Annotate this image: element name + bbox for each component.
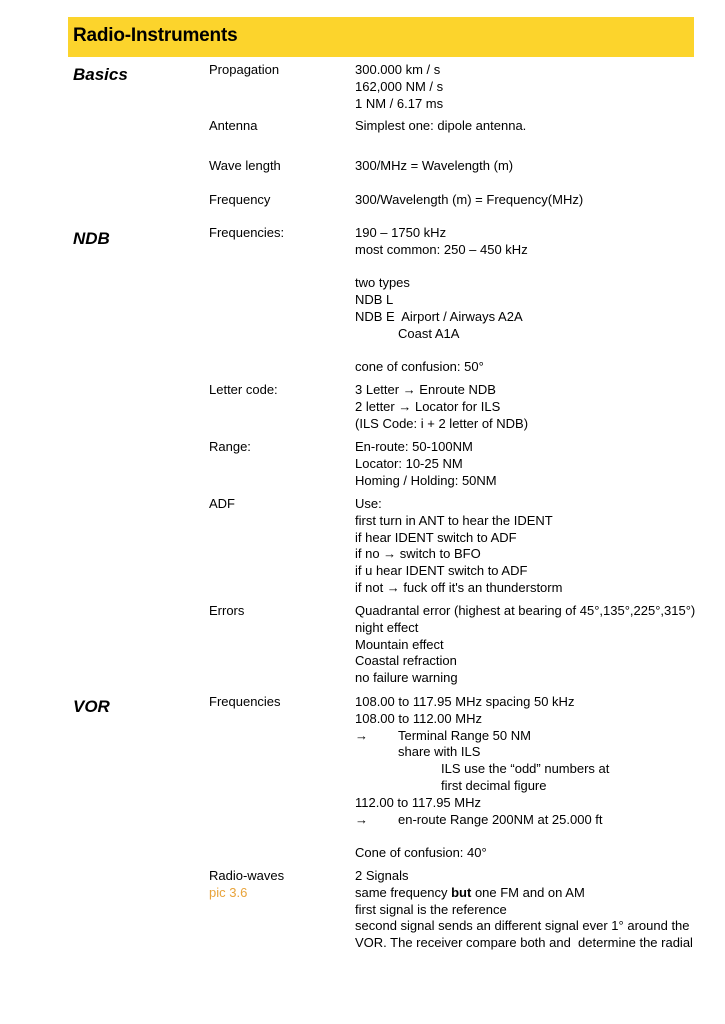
- desc-line: 1 NM / 6.17 ms: [355, 95, 444, 111]
- desc-letter-code: [355, 382, 695, 432]
- desc-line: Use:: [355, 496, 382, 511]
- desc-line: night effect: [355, 619, 419, 635]
- desc-line: Homing / Holding: 50NM: [355, 472, 497, 488]
- term-propagation: Propagation: [209, 62, 280, 77]
- title-banner: [68, 17, 694, 57]
- desc-line: first decimal figure: [441, 777, 547, 793]
- desc-errors: [355, 603, 695, 687]
- desc-line: two types: [355, 275, 410, 291]
- desc-line: 300/Wavelength (m) = Frequency(MHz): [355, 192, 584, 207]
- desc-adf: [355, 496, 695, 597]
- desc-wavelength: [355, 158, 695, 175]
- desc-line: no failure warning: [355, 670, 458, 686]
- term-ndb-frequencies: Frequencies:: [209, 225, 285, 240]
- desc-line: En-route: 50-100NM: [355, 439, 473, 454]
- desc-propagation: [355, 62, 695, 112]
- text-segment: one FM and on AM: [471, 884, 585, 900]
- desc-line: 190 – 1750 kHz: [355, 225, 447, 240]
- desc-line: share with ILS: [398, 744, 481, 760]
- desc-range: [355, 439, 695, 489]
- desc-line: 162,000 NM / s: [355, 78, 444, 94]
- desc-line: Mountain effect: [355, 636, 444, 652]
- picture-reference: pic 3.6: [209, 884, 248, 900]
- desc-line: VOR. The receiver compare both and determine the radial: [355, 935, 693, 951]
- section-vor: VOR: [73, 697, 110, 716]
- desc-line: [355, 728, 695, 745]
- term-antenna: Antenna: [209, 118, 258, 133]
- term-adf: ADF: [209, 496, 235, 511]
- desc-line: [355, 812, 695, 829]
- text-segment: same frequency: [355, 884, 452, 900]
- desc-antenna: [355, 118, 695, 135]
- desc-line: most common: 250 – 450 kHz: [355, 241, 528, 257]
- bold-text: but: [451, 884, 472, 900]
- term-errors: Errors: [209, 603, 245, 618]
- desc-line: 2 letter → Locator for ILS: [355, 398, 501, 414]
- term-vor-frequencies: Frequencies: [209, 694, 281, 709]
- desc-line: 300/MHz = Wavelength (m): [355, 158, 514, 173]
- term-letter-code: Letter code:: [209, 382, 278, 397]
- desc-ndb-frequencies: [355, 225, 695, 376]
- enroute-range: en-route Range 200NM at 25.000 ft: [398, 811, 603, 827]
- desc-line: [355, 885, 695, 902]
- desc-line: first turn in ANT to hear the IDENT: [355, 512, 553, 528]
- desc-radio-waves: [355, 868, 695, 952]
- page-title: Radio-Instruments: [73, 25, 238, 46]
- desc-frequency: [355, 192, 695, 209]
- section-ndb: NDB: [73, 229, 110, 248]
- desc-line: [355, 828, 695, 845]
- desc-line: if hear IDENT switch to ADF: [355, 529, 517, 545]
- desc-line: cone of confusion: 50°: [355, 359, 484, 375]
- desc-line: [355, 259, 695, 276]
- section-basics: Basics: [73, 65, 128, 84]
- desc-line: ILS use the “odd” numbers at: [441, 761, 610, 777]
- desc-line: Coastal refraction: [355, 653, 457, 669]
- desc-line: if not → fuck off it's an thunderstorm: [355, 579, 563, 595]
- arrow-symbol: →: [355, 811, 368, 827]
- term-radio-waves: [209, 868, 284, 902]
- desc-line: 2 Signals: [355, 868, 409, 883]
- desc-line: 108.00 to 112.00 MHz: [355, 710, 482, 726]
- desc-line: Cone of confusion: 40°: [355, 845, 487, 861]
- desc-line: Locator: 10-25 NM: [355, 455, 463, 471]
- desc-line: Simplest one: dipole antenna.: [355, 118, 527, 133]
- desc-line: 108.00 to 117.95 MHz spacing 50 kHz: [355, 694, 575, 709]
- radio-waves-label: Radio-waves: [209, 868, 285, 883]
- desc-line: 112.00 to 117.95 MHz: [355, 794, 481, 810]
- desc-line: 3 Letter → Enroute NDB: [355, 382, 496, 397]
- desc-line: second signal sends an different signal ever 1° around the: [355, 918, 690, 934]
- desc-line: [355, 343, 695, 360]
- desc-line: (ILS Code: i + 2 letter of NDB): [355, 415, 529, 431]
- terminal-range: Terminal Range 50 NM: [398, 727, 531, 743]
- desc-line: 300.000 km / s: [355, 62, 441, 77]
- desc-line: Coast A1A: [398, 325, 460, 341]
- desc-line: NDB E Airport / Airways A2A: [355, 308, 523, 324]
- term-wavelength: Wave length: [209, 158, 281, 173]
- term-frequency: Frequency: [209, 192, 271, 207]
- desc-line: NDB L: [355, 292, 394, 308]
- desc-line: if u hear IDENT switch to ADF: [355, 563, 528, 579]
- term-range: Range:: [209, 439, 251, 454]
- desc-line: if no → switch to BFO: [355, 546, 481, 562]
- desc-line: first signal is the reference: [355, 901, 507, 917]
- desc-vor-frequencies: [355, 694, 695, 862]
- desc-line: Quadrantal error (highest at bearing of 45°,135°,225°,315°): [355, 603, 696, 618]
- arrow-symbol: →: [355, 727, 368, 743]
